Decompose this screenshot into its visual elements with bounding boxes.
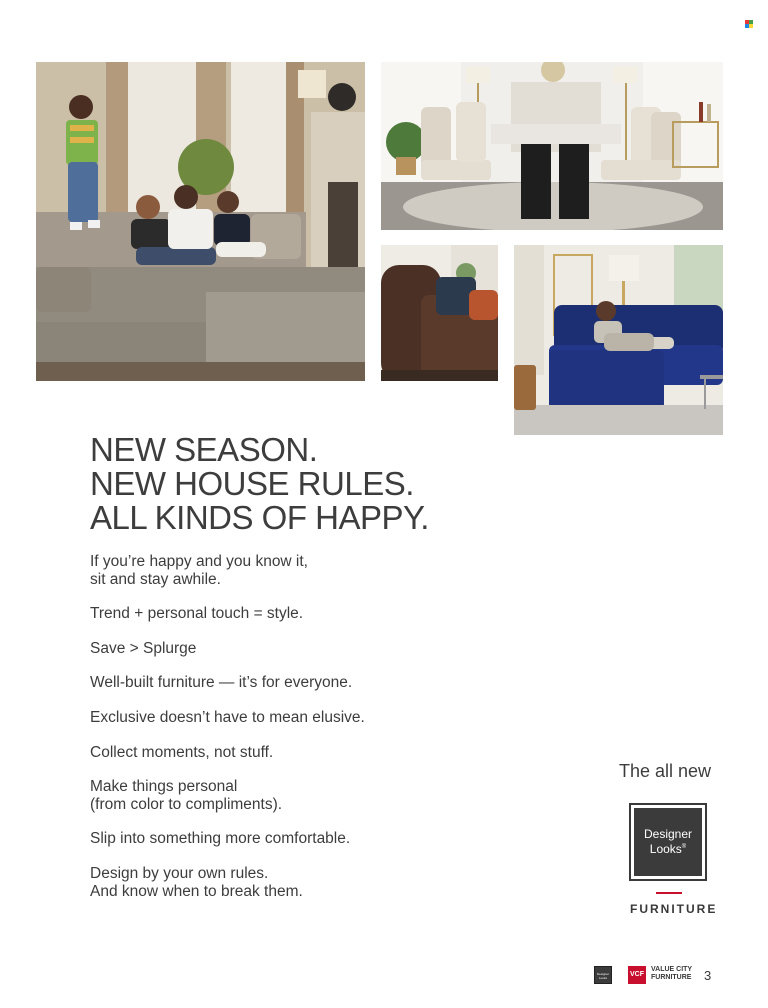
logo-line-1: Designer: [643, 827, 693, 841]
family-living-room-photo: [36, 62, 365, 381]
rule-item: Make things personal (from color to compliments).: [90, 778, 283, 813]
brand-subtitle: FURNITURE: [630, 902, 718, 916]
value-city-logo-icon: VCF: [628, 966, 646, 984]
value-city-furniture-logo-text: VALUE CITY FURNITURE: [651, 966, 693, 981]
rule-item: Well-built furniture — it’s for everyone.: [90, 674, 353, 691]
rule-item: Save > Splurge: [90, 640, 197, 657]
dining-room-photo: [381, 62, 723, 230]
headline-line-2: NEW HOUSE RULES.: [90, 465, 414, 502]
blue-sectional-photo: [514, 245, 723, 435]
headline-line-3: ALL KINDS OF HAPPY.: [90, 499, 429, 536]
leather-sofa-photo: [381, 245, 498, 381]
rule-item: Exclusive doesn’t have to mean elusive.: [90, 709, 365, 726]
logo-line-2: Looks®: [649, 842, 687, 856]
rule-item: Design by your own rules. And know when to break them.: [90, 865, 303, 900]
rule-item: If you’re happy and you know it, sit and stay awhile.: [90, 553, 308, 588]
brand-accent-line: [656, 892, 682, 894]
color-registration-mark: [745, 20, 753, 28]
page-headline: [90, 433, 429, 535]
brand-intro-text: The all new: [619, 761, 712, 781]
rule-item: Slip into something more comfortable.: [90, 830, 351, 847]
rule-item: Collect moments, not stuff.: [90, 744, 274, 761]
headline-line-1: NEW SEASON.: [90, 431, 318, 468]
footer-designer-looks-logo: Designer Looks: [594, 966, 612, 984]
page-number: 3: [704, 968, 712, 983]
rule-item: Trend + personal touch = style.: [90, 605, 304, 622]
designer-looks-logo: [629, 803, 707, 881]
